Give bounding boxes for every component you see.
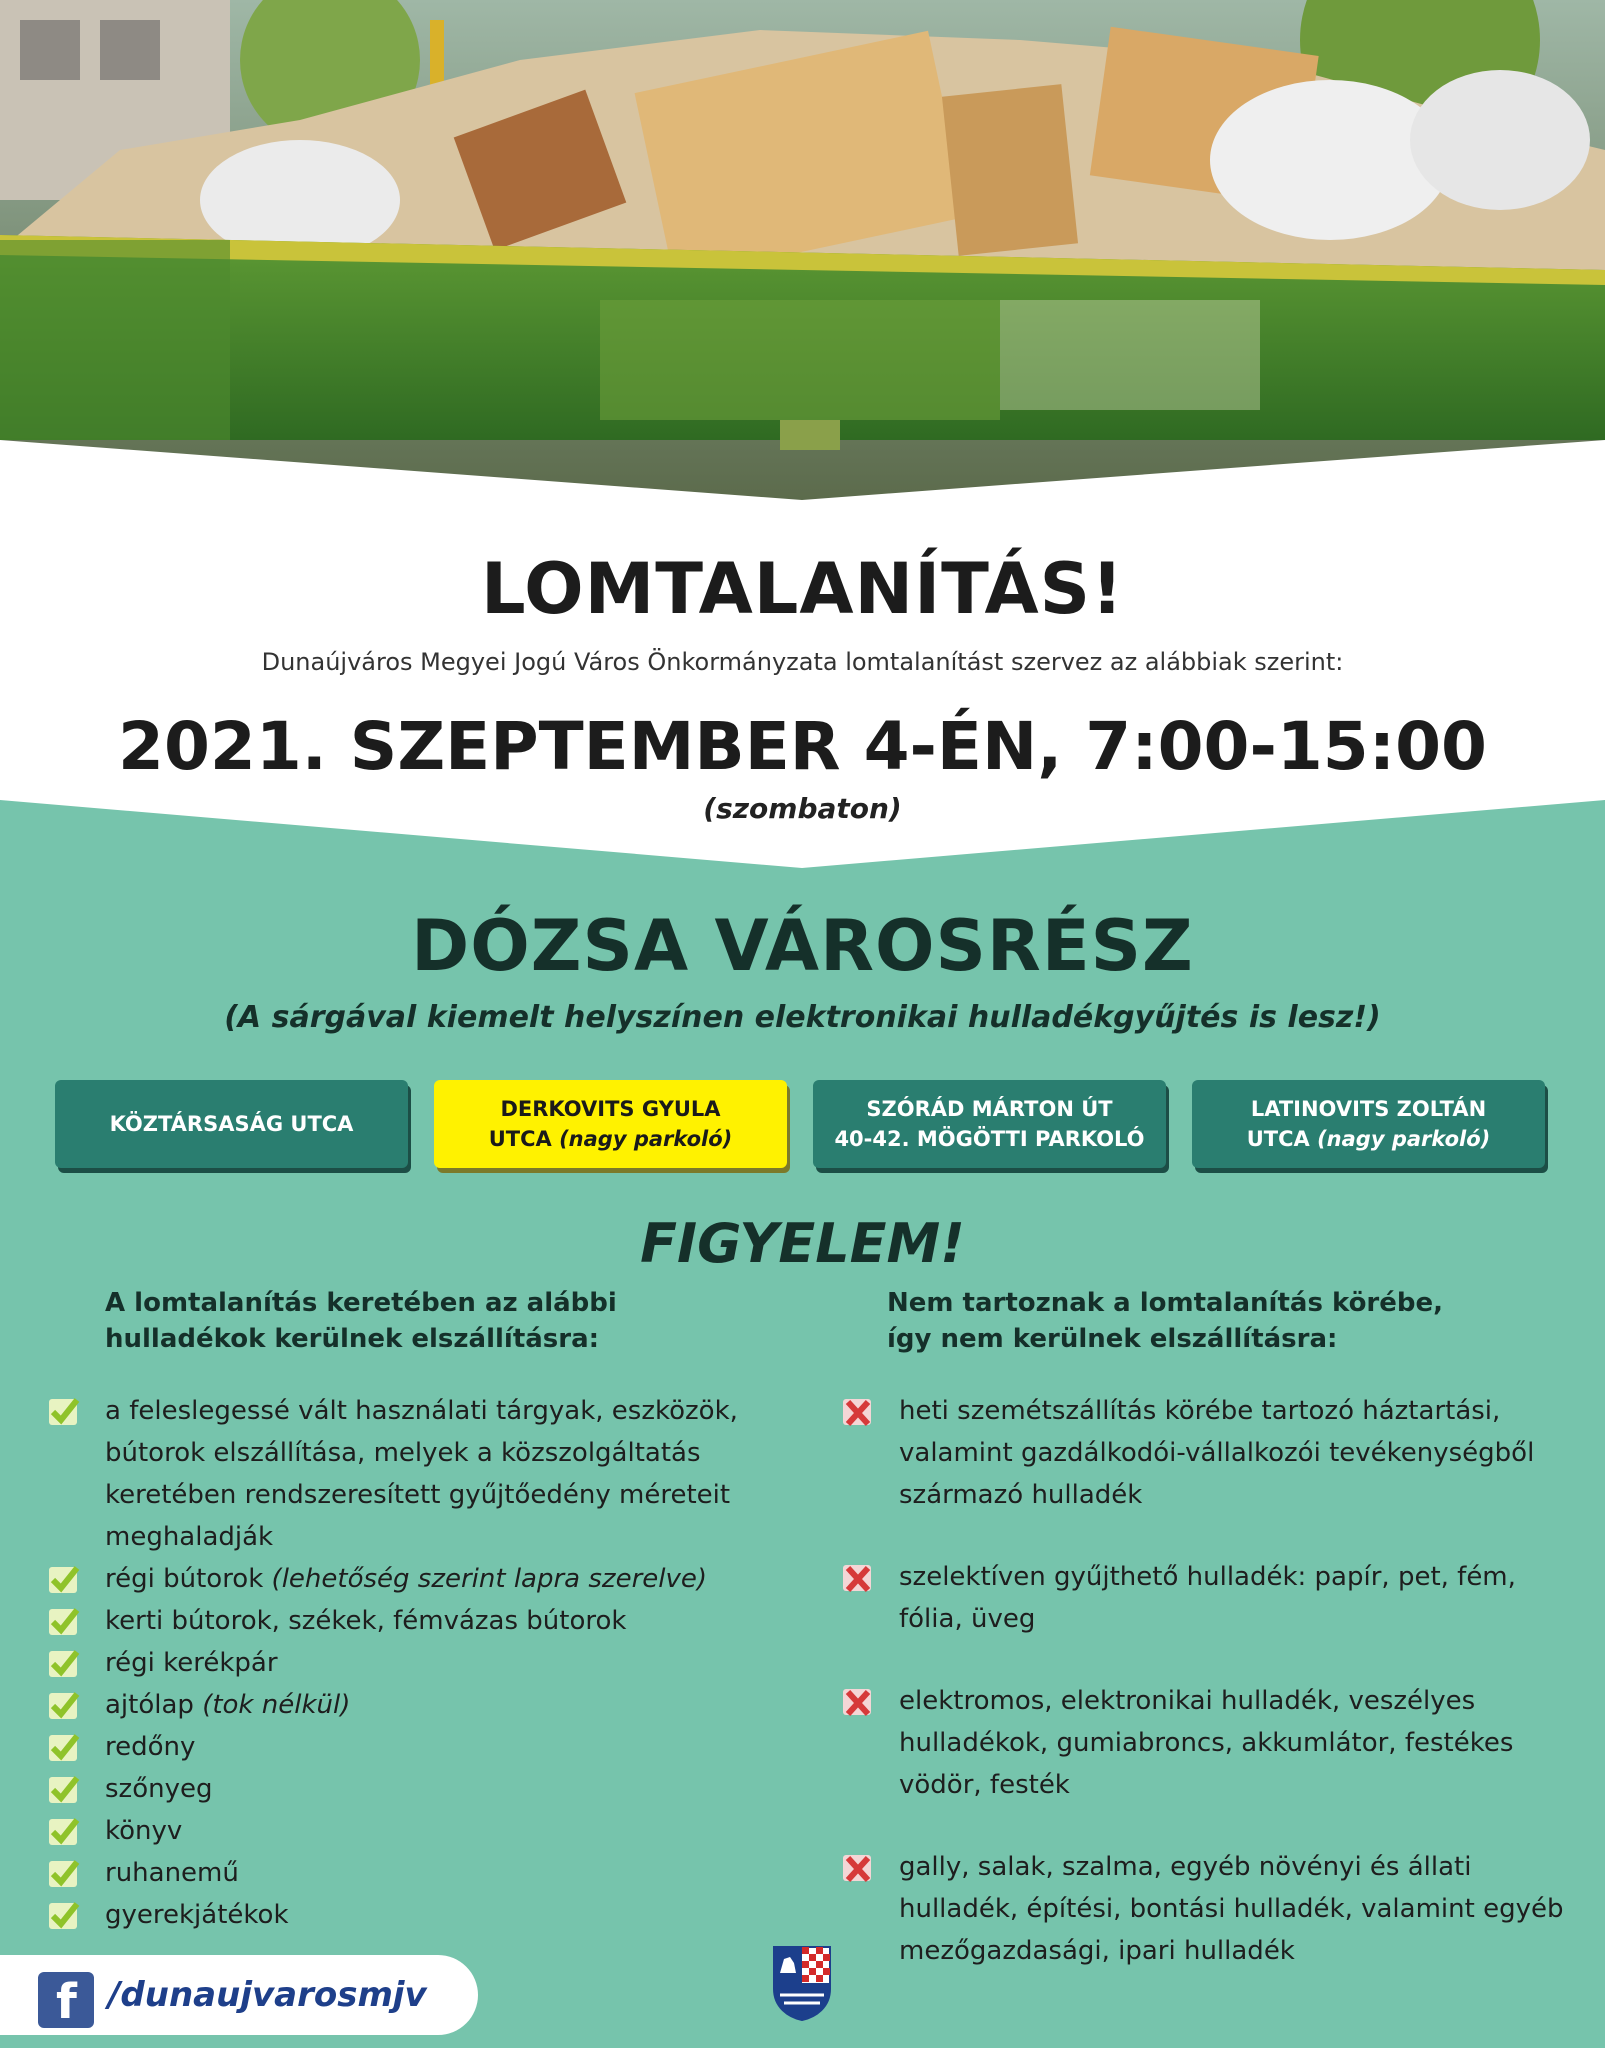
- location-line2: UTCA: [1246, 1127, 1318, 1151]
- location-line1: DERKOVITS GYULA: [500, 1097, 721, 1121]
- list-item: szőnyeg: [48, 1768, 808, 1810]
- location-line2-note: (nagy parkoló): [1317, 1127, 1491, 1151]
- list-item: szelektíven gyűjthető hulladék: papír, pet, fém, fólia, üveg: [842, 1556, 1572, 1640]
- list-item: régi bútorok (lehetőség szerint lapra szerelve): [48, 1558, 808, 1600]
- location-box: [813, 1080, 1166, 1168]
- cross-icon: [842, 1562, 874, 1594]
- cross-icon: [842, 1686, 874, 1718]
- check-icon: [48, 1816, 80, 1848]
- list-item: ruhanemű: [48, 1852, 808, 1894]
- accepted-heading: A lomtalanítás keretében az alábbi hulladékok kerülnek elszállításra:: [105, 1288, 617, 1354]
- list-item: ajtólap (tok nélkül): [48, 1684, 808, 1726]
- page-title: LOMTALANÍTÁS!: [481, 548, 1124, 630]
- dumpster-photo: [0, 0, 1605, 500]
- facebook-icon[interactable]: f: [38, 1972, 94, 2028]
- event-date: 2021. SZEPTEMBER 4-ÉN, 7:00-15:00: [118, 708, 1487, 785]
- location-line2-note: (nagy parkoló): [559, 1127, 733, 1151]
- list-item: könyv: [48, 1810, 808, 1852]
- location-line1: KÖZTÁRSASÁG UTCA: [109, 1112, 354, 1136]
- rejected-list: [842, 1390, 1572, 2012]
- location-box: [1192, 1080, 1545, 1168]
- check-icon: [48, 1690, 80, 1722]
- location-boxes: [55, 1080, 1550, 1172]
- list-item: régi kerékpár: [48, 1642, 808, 1684]
- cross-icon: [842, 1396, 874, 1428]
- location-box-highlighted: [434, 1080, 787, 1168]
- city-crest-icon: [772, 1945, 832, 2021]
- facebook-handle-link[interactable]: /dunaujvarosmjv: [108, 1975, 427, 2015]
- accepted-list: [48, 1390, 808, 1936]
- check-icon: [48, 1858, 80, 1890]
- list-item: elektromos, elektronikai hulladék, veszélyes hulladékok, gumiabroncs, akkumlátor, festékes vödör, festék: [842, 1680, 1572, 1806]
- location-box: [55, 1080, 408, 1168]
- list-item: redőny: [48, 1726, 808, 1768]
- check-icon: [48, 1900, 80, 1932]
- district-note: (A sárgával kiemelt helyszínen elektronikai hulladékgyűjtés is lesz!): [224, 1000, 1381, 1035]
- check-icon: [48, 1732, 80, 1764]
- event-day-note: (szombaton): [703, 792, 902, 825]
- check-icon: [48, 1648, 80, 1680]
- location-line2: UTCA: [488, 1127, 560, 1151]
- location-line1: SZÓRÁD MÁRTON ÚT: [866, 1097, 1113, 1121]
- list-item: a feleslegessé vált használati tárgyak, eszközök, bútorok elszállítása, melyek a közszolgáltatás keretében rendszeresített gyűjtőedény méreteit meghaladják: [48, 1390, 808, 1558]
- check-icon: [48, 1396, 80, 1428]
- district-name: DÓZSA VÁROSRÉSZ: [411, 905, 1194, 987]
- location-line1: LATINOVITS ZOLTÁN: [1250, 1097, 1487, 1121]
- attention-heading: FIGYELEM!: [640, 1212, 965, 1275]
- list-item: gally, salak, szalma, egyéb növényi és állati hulladék, építési, bontási hulladék, valamint egyéb mezőgazdasági, ipari hulladék: [842, 1846, 1572, 1972]
- check-icon: [48, 1774, 80, 1806]
- location-line2: 40-42. MÖGÖTTI PARKOLÓ: [834, 1127, 1145, 1151]
- check-icon: [48, 1564, 80, 1596]
- check-icon: [48, 1606, 80, 1638]
- list-item: kerti bútorok, székek, fémvázas bútorok: [48, 1600, 808, 1642]
- list-item: gyerekjátékok: [48, 1894, 808, 1936]
- cross-icon: [842, 1852, 874, 1884]
- organizer-subtitle: Dunaújváros Megyei Jogú Város Önkormányzata lomtalanítást szervez az alábbiak szerint:: [261, 648, 1344, 676]
- rejected-heading: Nem tartoznak a lomtalanítás körébe, így nem kerülnek elszállításra:: [887, 1288, 1444, 1354]
- list-item: heti szemétszállítás körébe tartozó háztartási, valamint gazdálkodói-vállalkozói tevékenységből származó hulladék: [842, 1390, 1572, 1516]
